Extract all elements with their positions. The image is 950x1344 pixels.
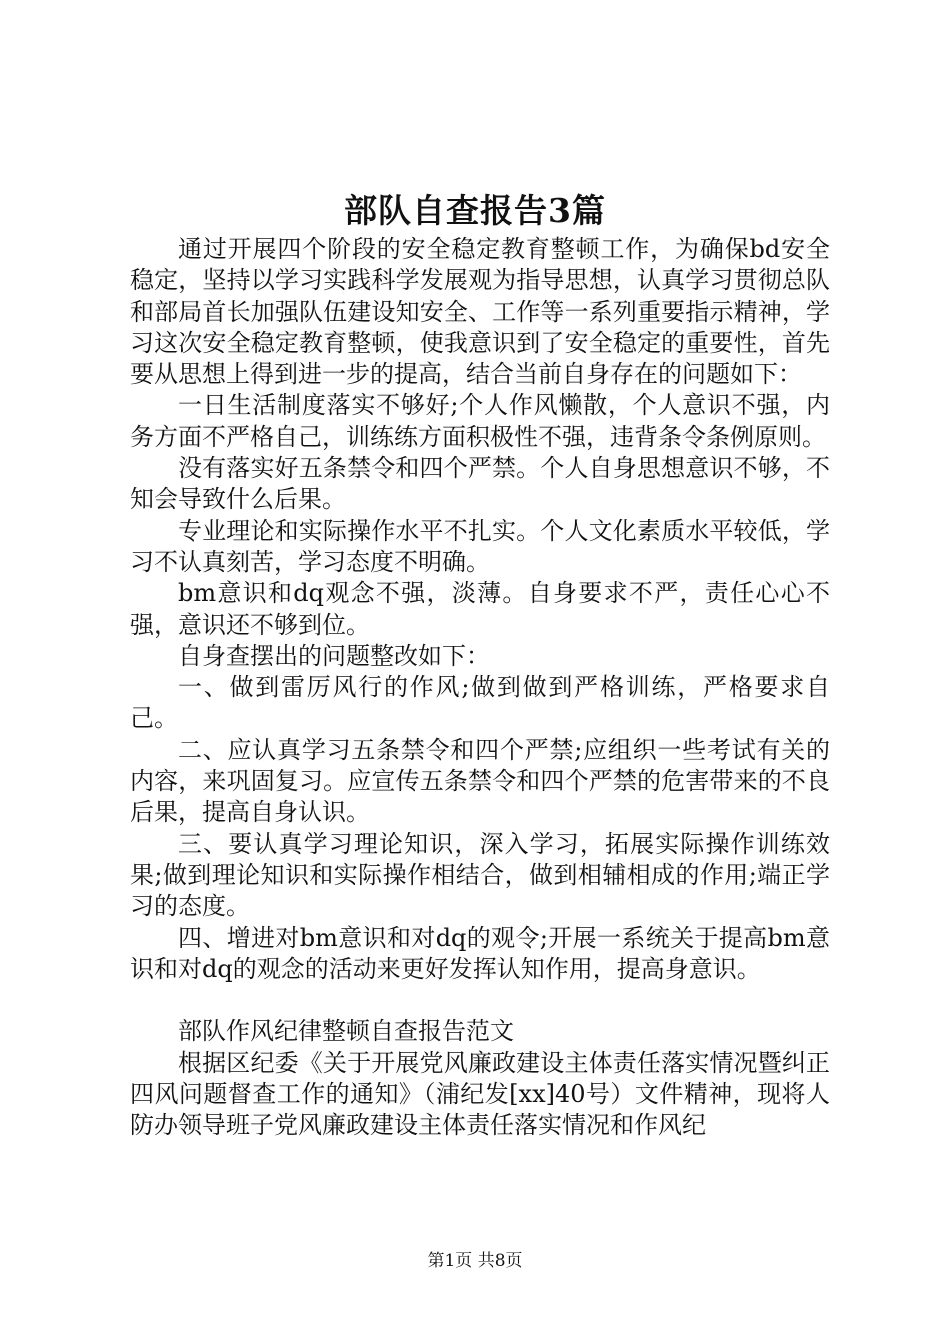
paragraph-issue-4: bm意识和dq观念不强，淡薄。自身要求不严，责任心心不强，意识还不够到位。 xyxy=(130,579,830,639)
blank-line xyxy=(130,985,830,1016)
paragraph-issue-1: 一日生活制度落实不够好;个人作风懒散，个人意识不强，内务方面不严格自己，训练练方面积极性不强，违背条令条例原则。 xyxy=(130,391,830,451)
paragraph-intro: 通过开展四个阶段的安全稳定教育整顿工作，为确保bd安全稳定，坚持以学习实践科学发展观为指导思想，认真学习贯彻总队和部局首长加强队伍建设知安全、工作等一系列重要指示精神，学习这次安全稳定教育整顿，使我意识到了安全稳定的重要性，首先要从思想上得到进一步的提高，结合当前自身存在的问题如下： xyxy=(130,235,830,389)
paragraph-rectification-2: 二、应认真学习五条禁令和四个严禁;应组织一些考试有关的内容，来巩固复习。应宣传五条禁令和四个严禁的危害带来的不良后果，提高自身认识。 xyxy=(130,735,830,827)
section2-paragraph: 根据区纪委《关于开展党风廉政建设主体责任落实情况暨纠正四风问题督查工作的通知》（浦纪发[xx]40号）文件精神，现将人防办领导班子党风廉政建设主体责任落实情况和作风纪 xyxy=(130,1048,830,1140)
paragraph-rectification-3: 三、要认真学习理论知识，深入学习，拓展实际操作训练效果;做到理论知识和实际操作相结合，做到相辅相成的作用;端正学习的态度。 xyxy=(130,829,830,921)
page-footer: 第1页 共8页 xyxy=(427,1251,523,1271)
paragraph-rectification-heading: 自身查摆出的问题整改如下： xyxy=(178,641,490,670)
paragraph-rectification-4: 四、增进对bm意识和对dq的观令;开展一系统关于提高bm意识和对dq的观念的活动来更好发挥认知作用，提高身意识。 xyxy=(130,923,830,983)
paragraph-rectification-1: 一、做到雷厉风行的作风;做到做到严格训练，严格要求自己。 xyxy=(130,673,830,733)
document-body xyxy=(130,234,830,1142)
paragraph-issue-3: 专业理论和实际操作水平不扎实。个人文化素质水平较低，学习不认真刻苦，学习态度不明确。 xyxy=(130,516,830,576)
document-title: 部队自查报告3篇 xyxy=(344,191,606,230)
paragraph-issue-2: 没有落实好五条禁令和四个严禁。个人自身思想意识不够，不知会导致什么后果。 xyxy=(130,454,830,514)
section2-heading: 部队作风纪律整顿自查报告范文 xyxy=(178,1017,514,1046)
